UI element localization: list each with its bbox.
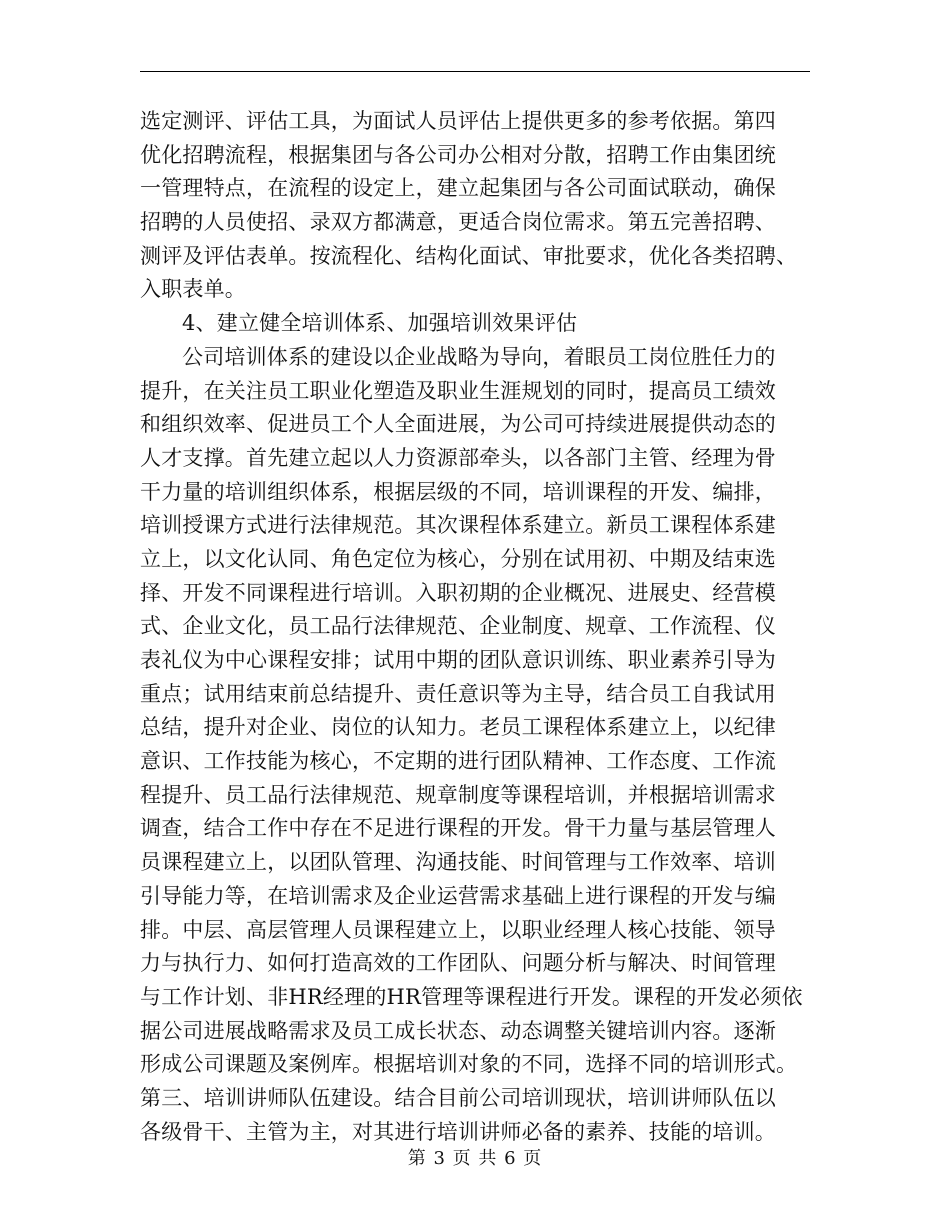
text-line: 调查，结合工作中存在不足进行课程的开发。骨干力量与基层管理人 — [140, 816, 776, 841]
text-line: 总结，提升对企业、岗位的认知力。老员工课程体系建立上，以纪律 — [140, 715, 776, 740]
text-line: 公司培训体系的建设以企业战略为导向，着眼员工岗位胜任力的 — [182, 344, 776, 369]
text-line: 第三、培训讲师队伍建设。结合目前公司培训现状，培训讲师队伍以 — [140, 1085, 776, 1110]
text-line: 干力量的培训组织体系，根据层级的不同，培训课程的开发、编排， — [140, 479, 776, 504]
document-body — [140, 105, 812, 1149]
text-line: 员课程建立上，以团队管理、沟通技能、时间管理与工作效率、培训 — [140, 850, 776, 875]
text-line: 提升，在关注员工职业化塑造及职业生涯规划的同时，提高员工绩效 — [140, 378, 776, 403]
text-line: 择、开发不同课程进行培训。入职初期的企业概况、进展史、经营模 — [140, 580, 776, 605]
text-line: 和组织效率、促进员工个人全面进展，为公司可持续进展提供动态的 — [140, 412, 776, 437]
text-line: 优化招聘流程，根据集团与各公司办公相对分散，招聘工作由集团统 — [140, 142, 776, 167]
text-line: 人才支撑。首先建立起以人力资源部牵头，以各部门主管、经理为骨 — [140, 445, 776, 470]
section-heading: 4、建立健全培训体系、加强培训效果评估 — [182, 311, 578, 336]
text-line: 引导能力等，在培训需求及企业运营需求基础上进行课程的开发与编 — [140, 883, 776, 908]
text-line: 一管理特点，在流程的设定上，建立起集团与各公司面试联动，确保 — [140, 176, 776, 201]
text-line: 入职表单。 — [140, 277, 246, 302]
text-line: 式、企业文化，员工品行法律规范、企业制度、规章、工作流程、仪 — [140, 614, 776, 639]
text-line: 测评及评估表单。按流程化、结构化面试、审批要求，优化各类招聘、 — [140, 243, 798, 268]
text-line: 力与执行力、如何打造高效的工作团队、问题分析与解决、时间管理 — [140, 951, 776, 976]
text-line: 程提升、员工品行法律规范、规章制度等课程培训，并根据培训需求 — [140, 782, 776, 807]
text-line: 形成公司课题及案例库。根据培训对象的不同，选择不同的培训形式。 — [140, 1052, 798, 1077]
page-number: 第 3 页 共 6 页 — [407, 1148, 543, 1169]
text-line: 排。中层、高层管理人员课程建立上，以职业经理人核心技能、领导 — [140, 917, 776, 942]
text-line: 与工作计划、非HR经理的HR管理等课程进行开发。课程的开发必须依 — [140, 984, 803, 1009]
header-rule — [140, 71, 810, 72]
text-line: 各级骨干、主管为主，对其进行培训讲师必备的素养、技能的培训。 — [140, 1119, 776, 1144]
text-line: 招聘的人员使招、录双方都满意，更适合岗位需求。第五完善招聘、 — [140, 210, 776, 235]
text-line: 立上，以文化认同、角色定位为核心，分别在试用初、中期及结束选 — [140, 546, 776, 571]
text-line: 选定测评、评估工具，为面试人员评估上提供更多的参考依据。第四 — [140, 109, 776, 133]
text-line: 据公司进展战略需求及员工成长状态、动态调整关键培训内容。逐渐 — [140, 1018, 776, 1043]
text-line: 意识、工作技能为核心，不定期的进行团队精神、工作态度、工作流 — [140, 749, 776, 774]
text-line: 表礼仪为中心课程安排；试用中期的团队意识训练、职业素养引导为 — [140, 648, 776, 672]
text-line: 培训授课方式进行法律规范。其次课程体系建立。新员工课程体系建 — [140, 513, 776, 538]
text-line: 重点；试用结束前总结提升、责任意识等为主导，结合员工自我试用 — [140, 681, 776, 706]
